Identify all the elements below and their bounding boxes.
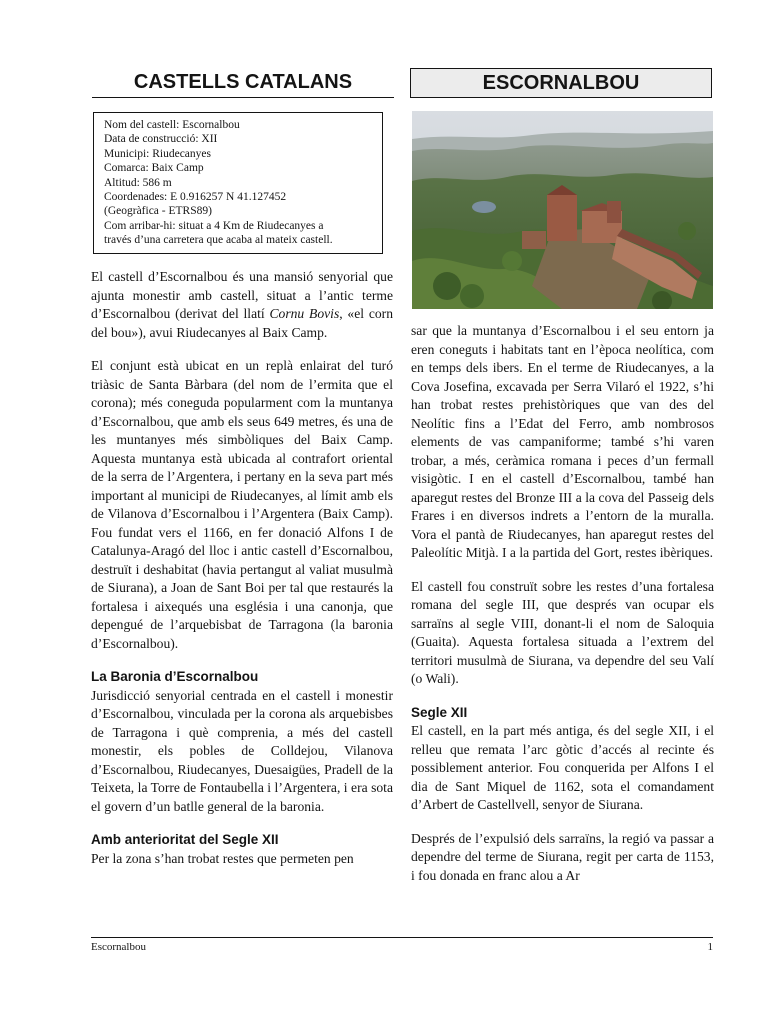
info-line-county: Comarca: Baix Camp [104, 162, 204, 175]
intro-latin-term: Cornu Bovis [269, 306, 340, 321]
info-line-access-cont: través d’una carretera que acaba al mateix castell. [104, 234, 333, 247]
castle-name-banner: ESCORNALBOU [410, 68, 712, 98]
info-line-altitude: Altitud: 586 m [104, 176, 172, 189]
intro-text-b: , «el corn del bou»), avui Riudecanyes al Baix Camp. [91, 306, 393, 340]
segle-xii-heading: Segle XII [411, 704, 468, 720]
info-line-municipality: Municipi: Riudecanyes [104, 147, 211, 160]
baronia-heading: La Baronia d’Escornalbou [91, 669, 259, 684]
info-line-datum: (Geogràfica - ETRS89) [104, 205, 212, 218]
right-column [411, 322, 714, 900]
anterioritat-paragraph-start: Per la zona s’han trobat restes que permeten pen [91, 850, 354, 866]
footer-title: Escornalbou [91, 941, 146, 953]
info-line-access: Com arribar-hi: situat a 4 Km de Riudecanyes a [104, 219, 324, 232]
castle-info-box [93, 112, 383, 254]
segle-xii-paragraph-2: Després de l’expulsió dels sarraïns, la regió va passar a dependre del terme de Siurana, regit per carta de 1153, i fou donada en franc alou a Ar [411, 830, 714, 883]
footer-rule [91, 937, 713, 938]
baronia-paragraph: Jurisdicció senyorial centrada en el castell i monestir d’Escornalbou, vinculada per la corona als arquebisbes de Tarragona i què comprenia, a més del castell monestir, els pobles de Colldejou, Vilanova d’Escornalbou, Riudecanyes, Duesaigües, Pradell de la Teixeta, la Torre de Fontaubella i l’Argentera, i era sota el govern d’un batlle general de la baronia. [91, 687, 393, 814]
intro-paragraph-2: El conjunt està ubicat en un replà enlairat del turó triàsic de Santa Bàrbara (del nom de l’ermita que el corona); més coneguda popularment com la muntanya d’Escornalbou, que amb els seus 649 metres, és una de les muntanyes més simbòliques del Baix Camp. Aquesta muntanya està ubicada al contrafort oriental de la serra de l’Argentera, i pertany en la seva part més important al municipi de Riudecanyes, al límit amb els de Vilanova d’Escornalbou i l’Argentera (Baix Camp). Fou fundat vers el 1166, en fer donació Alfons I de Catalunya-Aragó del lloc i antic castell d’Escornalbou, destruït i deshabitat (havia pertangut al valiat musulmà de Siurana), a Joan de Sant Boi per tal que restaurés la fortalesa i aixequés una església i una canonja, que depengué de l’arquebisbat de Tarragona (la baronia d’Escornalbou). [91, 358, 393, 651]
segle-xii-paragraph-1: El castell, en la part més antiga, és del segle XII, i el relleu que remata l’arc gòtic d’accés al recinte és possiblement anterior. Fou conquerida per Alfons I el dia de Sant Miquel de 1162, sota el comandament d’Arbert de Castellvell, senyor de Siurana. [411, 723, 714, 812]
page-number: 1 [707, 941, 713, 953]
info-line-coordinates: Coordenades: E 0.916257 N 41.127452 [104, 191, 287, 204]
anterioritat-paragraph-2: El castell fou construït sobre les restes d’una fortalesa romana del segle III, que després van ocupar els sarraïns al segle VIII, donant-li el nom de Saloquia (Guaita). Aquesta fortalesa situada a l’extrem del territori musulmà de Siurana, va dependre del seu Valí (o Wali). [411, 578, 714, 686]
intro-text-a: El castell d’Escornalbou és una mansió senyorial que ajunta monestir amb castell, situat a l’antic terme d’Escornalbou (derivat del llatí [91, 269, 393, 321]
anterioritat-paragraph-cont: sar que la muntanya d’Escornalbou i el seu entorn ja eren coneguts i habitats tant en l’època neolítica, com en temps dels ibers. En el terme de Riudecanyes, a la Cova Josefina, excavada per Serra Vilaró el 1922, s’hi han trobat restes prehistòriques que van des del Neolític fins a l’Edat del Ferro, amb nombrosos elements de vas campaniforme; també s’hi varen trobar, a més, ceràmica romana i peces d’un fermall visigòtic. I en el castell d’Escornalbou, també han aparegut restes del Bronze III a la cova del Passeig dels Frares i en diversos indrets a l’entorn de la muralla. Vora el pantà de Riudecanyes, han aparegut restes del Paleolític Mitjà. I a la partida del Gort, restes ibèriques. [411, 323, 714, 560]
anterioritat-heading: Amb anterioritat del Segle XII [91, 832, 279, 847]
series-title: CASTELLS CATALANS [133, 71, 353, 93]
castle-photo [412, 111, 713, 309]
left-column [91, 268, 393, 883]
title-underline [92, 97, 394, 98]
info-line-name: Nom del castell: Escornalbou [104, 119, 240, 131]
info-line-date: Data de construcció: XII [104, 133, 218, 146]
intro-paragraph-1 [91, 268, 393, 342]
